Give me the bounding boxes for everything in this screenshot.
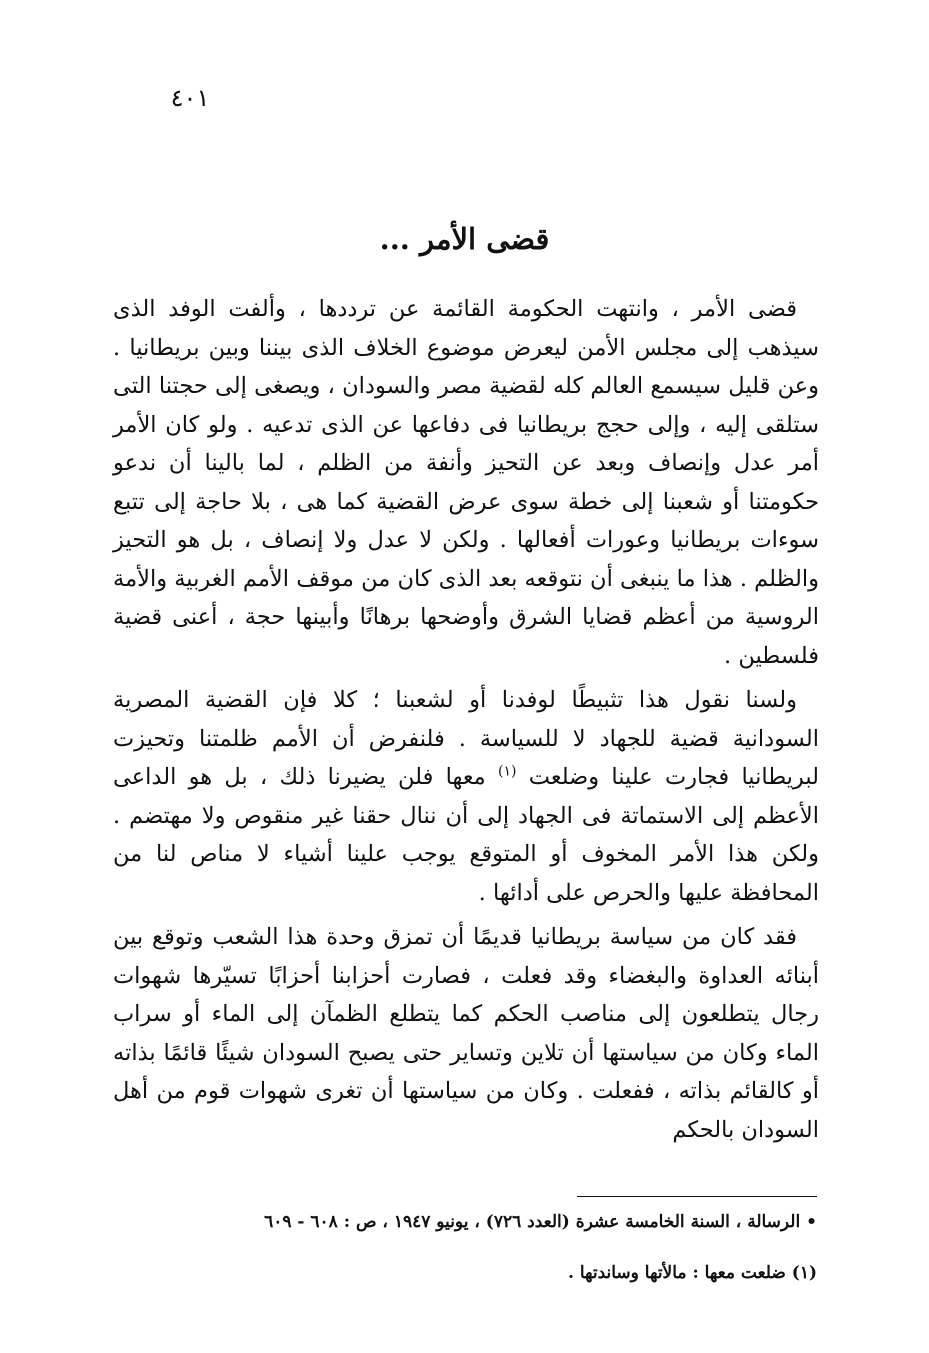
footnote-1: (١) ضلعت معها : مالأتها وساندتها . [568,1263,817,1283]
article-body [113,290,819,1155]
page-number: ٤٠١ [170,84,210,112]
article-title: قضى الأمر ... [379,222,550,256]
paragraph-2 [113,681,819,912]
paragraph-3: فقد كان من سياسة بريطانيا قديمًا أن تمزق وحدة هذا الشعب وتوقع بين أبنائه العداوة والبغضاء وقد فعلت ، فصارت أحزابنا أحزابًا تسيّرها شهوات رجال يتطلعون إلى مناصب الحكم كما يتطلع الظمآن إلى الماء أو سراب الماء وكان من سياستها أن تلاين وتساير حتى يصبح السودان شيئًا قائمًا بذاته أو كالقائم بذاته ، ففعلت . وكان من سياستها أن تغرى شهوات قوم من أهل السودان بالحكم [113,924,819,1143]
footnote-divider [577,1196,817,1197]
footnote-reference-1: (١) [498,763,517,780]
paragraph-2-text-a: ولسنا نقول هذا تثبيطًا لوفدنا أو لشعبنا ؛ كلا فإن القضية المصرية السودانية قضية للجهاد لا للسياسة . فلنفرض أن الأمم ظلمتنا وتحيزت لبريطانيا فجارت علينا وضلعت [113,687,819,790]
paragraph-1: قضى الأمر ، وانتهت الحكومة القائمة عن ترددها ، وألفت الوفد الذى سيذهب إلى مجلس الأمن ليعرض موضوع الخلاف الذى بيننا وبين بريطانيا . وعن قليل سيسمع العالم كله لقضية مصر والسودان ، ويصغى إلى حجتنا التى ستلقى إليه ، وإلى حجج بريطانيا فى دفاعها عن الذى تدعيه . ولو كان الأمر أمر عدل وإنصاف وبعد عن التحيز وأنفة من الظلم ، لما بالينا أن ندعو حكومتنا أو شعبنا إلى خطة سوى عرض القضية كما هى ، بلا حاجة إلى تتبع سوءات بريطانيا وعورات أفعالها . ولكن لا عدل ولا إنصاف ، بل هو التحيز والظلم . هذا ما ينبغى أن نتوقعه بعد الذى كان من موقف الأمم الغربية والأمة الروسية من أعظم قضايا الشرق وأوضحها برهانًا وأبينها حجة ، أعنى قضية فلسطين . [113,296,819,669]
source-footnote: • الرسالة ، السنة الخامسة عشرة (العدد ٧٢٦) ، يونيو ١٩٤٧ ، ص : ٦٠٨ - ٦٠٩ [264,1212,817,1232]
paragraph-2-text-b: معها فلن يضيرنا ذلك ، بل هو الداعى الأعظم إلى الاستماتة فى الجهاد إلى أن ننال حقنا غير منقوص ولا مهتضم . ولكن هذا الأمر المخوف أو المتوقع يوجب علينا أشياء لا مناص لنا من المحافظة عليها والحرص على أدائها . [113,764,819,906]
